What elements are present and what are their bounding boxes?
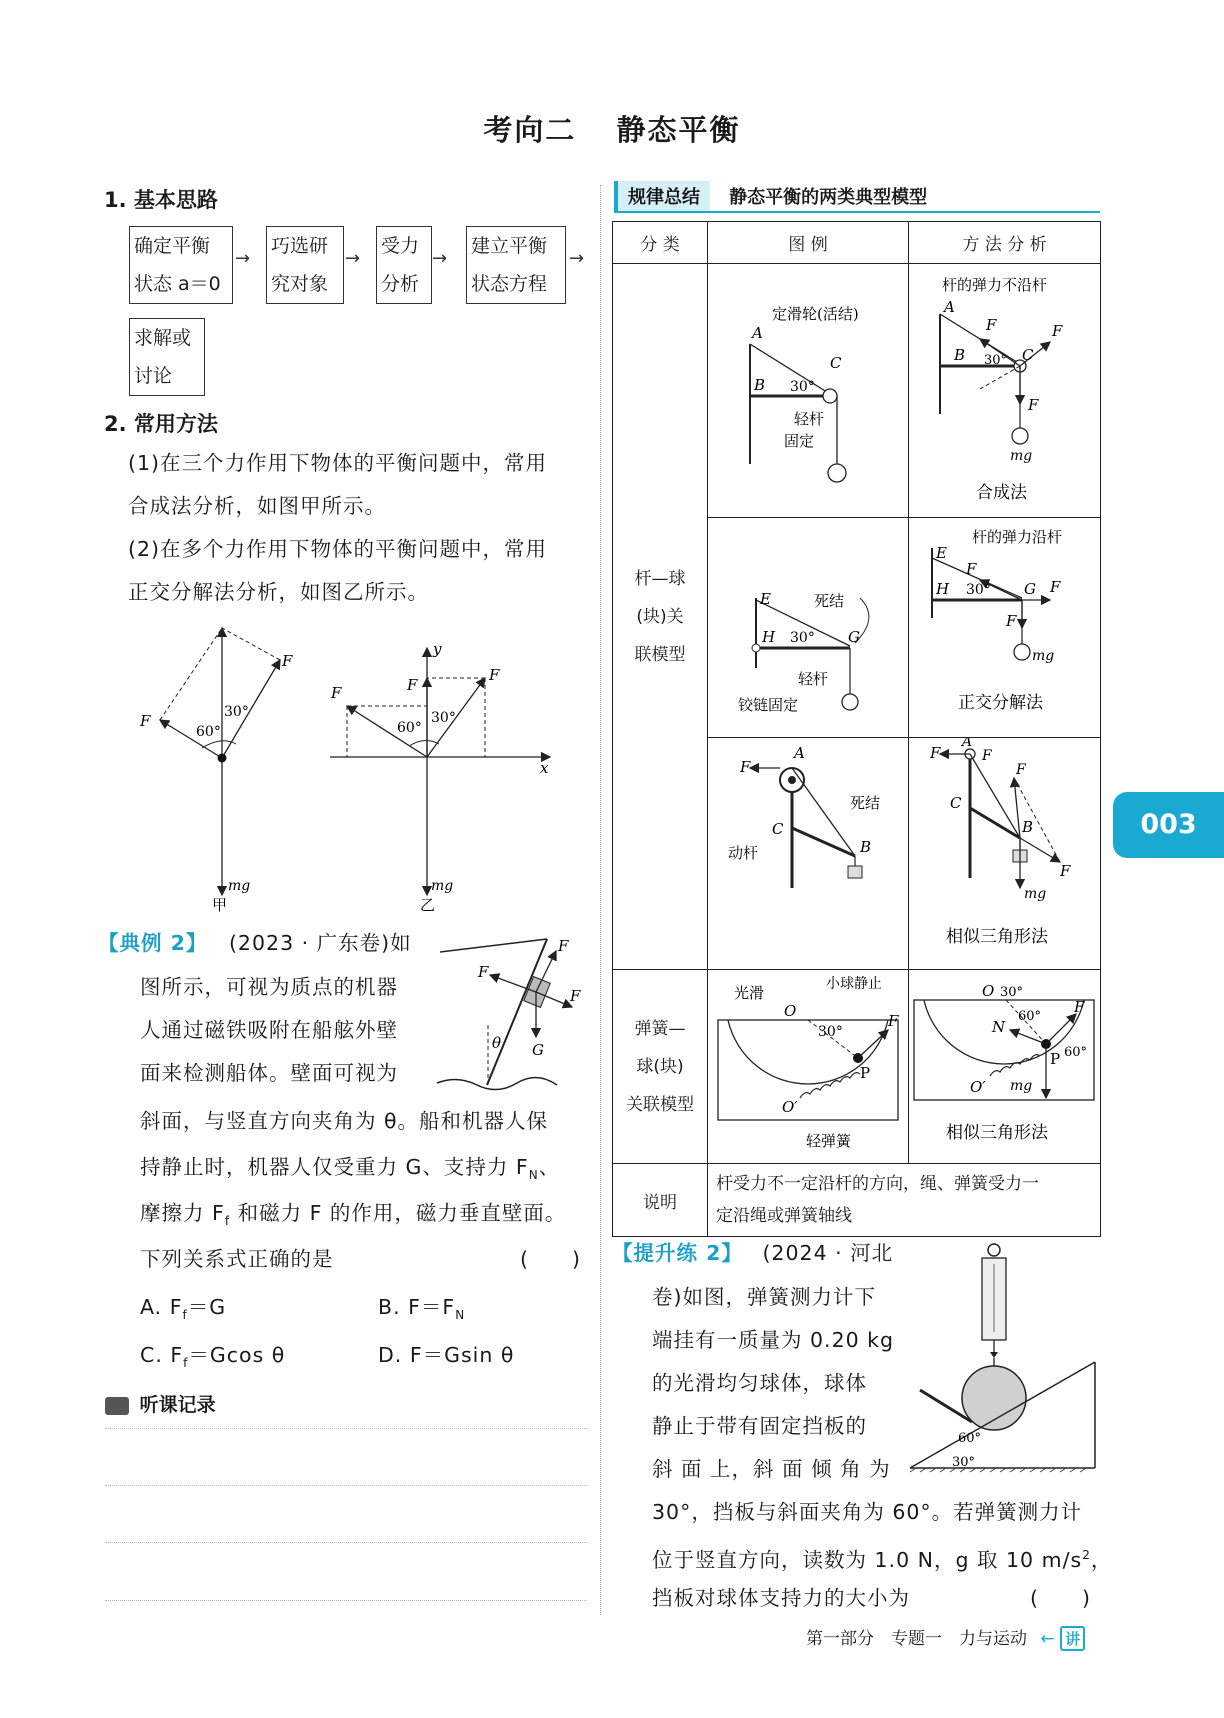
lecture-search-icon bbox=[1060, 1626, 1085, 1651]
example-source: (2023 · 广东卷)如 bbox=[228, 931, 412, 955]
jia-mg-label: mg bbox=[228, 878, 251, 894]
label-O2: O′ bbox=[782, 1098, 798, 1116]
category-text: 联模型 bbox=[634, 644, 686, 665]
example-line: 斜面，与竖直方向夹角为 θ。船和机器人保 bbox=[140, 1109, 549, 1133]
label-G: G bbox=[848, 628, 860, 646]
label-FN: F bbox=[1049, 578, 1060, 596]
label-Fhe: F bbox=[1015, 762, 1026, 778]
method-1-line-1: (1)在三个力作用下物体的平衡问题中，常用 bbox=[128, 451, 548, 475]
flow-box-4 bbox=[466, 226, 566, 304]
label-FAB: F bbox=[981, 748, 992, 764]
label-E: E bbox=[760, 590, 771, 608]
practice-60-label: 60° bbox=[958, 1431, 982, 1446]
angle-30: 30° bbox=[818, 1024, 843, 1040]
label-mg: mg bbox=[1009, 1078, 1032, 1094]
category-spring bbox=[613, 970, 708, 1164]
label-O: O bbox=[784, 1002, 797, 1020]
practice-answer-paren: ( ) bbox=[1030, 1586, 1091, 1610]
page-number-badge: 003 bbox=[1113, 792, 1224, 858]
label-FN: F bbox=[1059, 862, 1070, 880]
table-header: 图 例 bbox=[708, 222, 909, 264]
angle-60b: 60° bbox=[1063, 1045, 1087, 1060]
example-line bbox=[140, 1192, 566, 1243]
diagram-knot bbox=[710, 518, 906, 732]
category-rod bbox=[613, 264, 708, 970]
method-2-line-1: (2)在多个力作用下物体的平衡问题中，常用 bbox=[128, 537, 548, 561]
pulley-label: 定滑轮(活结) bbox=[772, 305, 859, 323]
option-sub: N bbox=[455, 1308, 466, 1323]
method-similar bbox=[910, 738, 1100, 964]
flow-text: 巧选研 bbox=[271, 235, 329, 257]
example-line: 人通过磁铁吸附在船舷外壁 bbox=[140, 1018, 398, 1042]
example-line: 面来检测船体。壁面可视为 bbox=[140, 1061, 398, 1085]
notes-label: 听课记录 bbox=[139, 1394, 216, 1416]
example-text: 持静止时，机器人仅受重力 G、支持力 F bbox=[140, 1155, 529, 1179]
flow-text: 确定平衡 bbox=[134, 235, 211, 257]
label-A: A bbox=[794, 744, 805, 762]
option-text: B. F＝F bbox=[378, 1295, 456, 1319]
label-B: B bbox=[1021, 818, 1033, 836]
knot-label: 死结 bbox=[814, 592, 845, 610]
table-header: 分 类 bbox=[613, 222, 708, 264]
label-B: B bbox=[860, 838, 872, 856]
flow-text: 受力 bbox=[381, 235, 420, 257]
label-O: O bbox=[981, 982, 994, 1000]
method-top-note: 杆的弹力沿杆 bbox=[971, 528, 1062, 546]
label-A: A bbox=[752, 324, 763, 342]
label-FN: F bbox=[1051, 322, 1062, 340]
spring-label: 轻弹簧 bbox=[806, 1132, 852, 1150]
category-text: 关联模型 bbox=[626, 1094, 694, 1115]
yi-30-label: 30° bbox=[431, 710, 456, 726]
option-text: A. F bbox=[140, 1295, 183, 1319]
method-cell bbox=[909, 518, 1101, 738]
option-sub: f bbox=[183, 1356, 189, 1371]
yi-x-label: x bbox=[540, 759, 549, 777]
practice-tag: 【提升练 2】 bbox=[612, 1241, 743, 1265]
flow-arrow: → bbox=[432, 248, 448, 269]
label-F: F bbox=[740, 758, 751, 776]
note-line bbox=[105, 1542, 587, 1543]
label-C: C bbox=[949, 794, 961, 812]
example-answer-paren: ( ) bbox=[520, 1247, 581, 1271]
example-figure bbox=[432, 925, 592, 1100]
practice-line: 端挂有一质量为 0.20 kg bbox=[652, 1328, 895, 1352]
method-name: 相似三角形法 bbox=[945, 1123, 1048, 1143]
category-text: 杆—球 bbox=[634, 568, 686, 589]
fixed-label: 固定 bbox=[784, 432, 815, 450]
rules-tag: 规律总结 bbox=[614, 181, 710, 211]
practice-sup: 2 bbox=[1082, 1548, 1091, 1562]
note-line bbox=[105, 1485, 587, 1486]
note-text: 定沿绳或弹簧轴线 bbox=[716, 1206, 852, 1226]
option-text: C. F bbox=[140, 1343, 184, 1367]
note-line bbox=[105, 1428, 587, 1429]
knot-label: 死结 bbox=[850, 794, 881, 812]
option-b bbox=[378, 1286, 465, 1337]
option-d: D. F＝Gsin θ bbox=[378, 1343, 515, 1367]
label-H: H bbox=[762, 628, 776, 646]
label-E: E bbox=[935, 544, 947, 562]
example-FN-label: F bbox=[570, 987, 581, 1005]
diagram-cell bbox=[708, 738, 909, 970]
practice-line: 挡板对球体支持力的大小为 bbox=[652, 1586, 910, 1610]
notes-header bbox=[105, 1390, 216, 1417]
label-F: F bbox=[929, 744, 940, 762]
rod-label: 轻杆 bbox=[798, 670, 829, 688]
practice-line: 30°，挡板与斜面夹角为 60°。若弹簧测力计 bbox=[652, 1500, 1083, 1524]
diagram-cell bbox=[708, 518, 909, 738]
jia-60-label: 60° bbox=[196, 724, 221, 740]
jia-30-label: 30° bbox=[224, 704, 249, 720]
practice-figure bbox=[900, 1242, 1105, 1482]
note-text: 杆受力不一定沿杆的方向，绳、弹簧受力一 bbox=[716, 1174, 1039, 1194]
example-text: 摩擦力 F bbox=[140, 1201, 225, 1225]
category-text: 球(块) bbox=[636, 1056, 684, 1077]
label-N: N bbox=[991, 1018, 1005, 1036]
label-FAC: F bbox=[985, 316, 996, 334]
practice-line: 卷)如图，弹簧测力计下 bbox=[652, 1285, 876, 1309]
flow-arrow: → bbox=[235, 248, 251, 269]
flow-text: 建立平衡 bbox=[471, 235, 548, 257]
option-sub: f bbox=[182, 1308, 188, 1323]
label-G: G bbox=[1023, 580, 1036, 598]
flow-box-1 bbox=[129, 226, 233, 304]
yi-F1-label: F bbox=[489, 666, 500, 684]
yi-caption: 乙 bbox=[420, 896, 436, 914]
footer-icon-text: 讲 bbox=[1065, 1630, 1081, 1648]
flow-text: 状态 a＝0 bbox=[134, 273, 221, 295]
note-text-cell bbox=[708, 1164, 1101, 1237]
label-FEG: F bbox=[965, 560, 976, 578]
label-F: F bbox=[1027, 396, 1038, 414]
method-synthesis bbox=[910, 264, 1100, 512]
label-H: H bbox=[935, 580, 949, 598]
diagram-pulley bbox=[710, 264, 906, 512]
footer-text: 第一部分 专题一 力与运动 bbox=[806, 1629, 1027, 1649]
flow-box-5 bbox=[129, 318, 205, 396]
method-2-line-2: 正交分解法分析，如图乙所示。 bbox=[128, 580, 429, 604]
label-A: A bbox=[961, 738, 972, 750]
diagram-moving-rod bbox=[710, 738, 906, 964]
method-name: 相似三角形法 bbox=[945, 927, 1048, 947]
category-text: (块)关 bbox=[636, 606, 684, 627]
flow-text: 状态方程 bbox=[471, 273, 548, 295]
practice-line bbox=[652, 1534, 1112, 1582]
figure-yi bbox=[325, 640, 560, 920]
note-line bbox=[105, 1600, 587, 1601]
practice-line: 静止于带有固定挡板的 bbox=[652, 1414, 867, 1438]
yi-F2-label: F bbox=[331, 684, 342, 702]
footer bbox=[806, 1624, 1085, 1651]
label-B: B bbox=[953, 346, 965, 364]
option-text: ＝G bbox=[187, 1295, 227, 1319]
example-F-label: F bbox=[478, 963, 489, 981]
angle-30: 30° bbox=[965, 582, 991, 598]
figure-jia bbox=[120, 620, 320, 920]
label-P: P bbox=[860, 1064, 871, 1082]
flow-arrow: → bbox=[345, 248, 361, 269]
label-C: C bbox=[772, 820, 784, 838]
rod-label: 轻杆 bbox=[794, 410, 825, 428]
example-sub: f bbox=[224, 1214, 231, 1229]
rest-label: 小球静止 bbox=[826, 976, 882, 992]
flow-text: 分析 bbox=[381, 273, 420, 295]
example-text: 和磁力 F 的作用，磁力垂直壁面。 bbox=[230, 1201, 567, 1225]
yi-60-label: 60° bbox=[397, 720, 422, 736]
flow-box-3 bbox=[376, 226, 432, 304]
rules-header bbox=[614, 181, 1100, 213]
method-cell bbox=[909, 970, 1101, 1164]
column-divider bbox=[600, 185, 601, 1615]
label-mg: mg bbox=[1031, 648, 1054, 664]
example-sub: N bbox=[528, 1168, 539, 1183]
example-Ff-label: F bbox=[558, 937, 569, 955]
flow-text: 讨论 bbox=[134, 365, 173, 387]
example-tag: 【典例 2】 bbox=[98, 931, 208, 955]
flow-text: 究对象 bbox=[271, 273, 329, 295]
diagram-spring-bowl bbox=[710, 970, 906, 1158]
jia-caption: 甲 bbox=[212, 896, 228, 914]
yi-mg-label: mg bbox=[431, 878, 454, 894]
practice-text: ， bbox=[1090, 1547, 1113, 1572]
yi-y-label: y bbox=[433, 640, 442, 658]
practice-source: (2024 · 河北 bbox=[762, 1241, 894, 1265]
pencil-note-icon bbox=[105, 1397, 129, 1415]
example-theta-label: θ bbox=[492, 1034, 502, 1052]
practice-line: 斜 面 上，斜 面 倾 角 为 bbox=[652, 1457, 891, 1481]
angle-30: 30° bbox=[790, 379, 815, 395]
label-mg: mg bbox=[1023, 886, 1046, 902]
method-orthogonal bbox=[910, 518, 1100, 732]
example-line: 下列关系式正确的是 bbox=[140, 1247, 334, 1271]
example-line bbox=[140, 1146, 560, 1197]
category-text: 弹簧— bbox=[634, 1018, 686, 1039]
angle-30: 30° bbox=[790, 630, 815, 646]
angle-30: 30° bbox=[983, 353, 1007, 368]
diagram-cell bbox=[708, 264, 909, 518]
method-top-note: 杆的弹力不沿杆 bbox=[941, 276, 1047, 294]
note-label-cell: 说明 bbox=[613, 1164, 708, 1237]
angle-30b: 30° bbox=[999, 985, 1023, 1000]
example-G-label: G bbox=[532, 1041, 544, 1059]
title-part-2: 静态平衡 bbox=[616, 113, 741, 147]
flow-arrow: → bbox=[569, 248, 585, 269]
label-F: F bbox=[1073, 998, 1084, 1016]
option-a bbox=[140, 1286, 226, 1337]
title-part-1: 考向二 bbox=[483, 113, 577, 147]
flow-box-2 bbox=[266, 226, 344, 304]
table-header: 方 法 分 析 bbox=[909, 222, 1101, 264]
rules-title: 静态平衡的两类典型模型 bbox=[729, 187, 928, 208]
label-B: B bbox=[754, 376, 766, 394]
diagram-cell bbox=[708, 970, 909, 1164]
method-name: 正交分解法 bbox=[957, 693, 1043, 713]
method-spring bbox=[910, 970, 1100, 1158]
basic-heading: 1. 基本思路 bbox=[104, 188, 218, 212]
section-title bbox=[0, 108, 1224, 149]
example-header bbox=[98, 922, 412, 965]
label-O2: O′ bbox=[969, 1078, 986, 1096]
label-P: P bbox=[1049, 1050, 1060, 1068]
option-text: ＝Gcos θ bbox=[188, 1343, 286, 1367]
example-line: 图所示，可视为质点的机器 bbox=[140, 975, 398, 999]
methods-heading: 2. 常用方法 bbox=[104, 412, 218, 436]
label-C: C bbox=[1021, 346, 1033, 364]
practice-text: 位于竖直方向，读数为 1.0 N，g 取 10 m/s bbox=[652, 1547, 1083, 1572]
moving-rod-label: 动杆 bbox=[728, 844, 759, 862]
practice-line: 的光滑均匀球体，球体 bbox=[652, 1371, 867, 1395]
flow-text: 求解或 bbox=[134, 327, 192, 349]
label-F: F bbox=[1005, 612, 1016, 630]
practice-30-label: 30° bbox=[952, 1455, 976, 1470]
option-c bbox=[140, 1334, 285, 1385]
label-C: C bbox=[830, 354, 842, 372]
label-F: F bbox=[888, 1012, 899, 1030]
smooth-label: 光滑 bbox=[734, 984, 765, 1002]
jia-F1-label: F bbox=[282, 652, 293, 670]
jia-F2-label: F bbox=[140, 712, 151, 730]
hinge-label: 铰链固定 bbox=[738, 696, 799, 714]
method-name: 合成法 bbox=[975, 483, 1027, 503]
arrow-left-icon: ← bbox=[1040, 1629, 1055, 1649]
label-mg: mg bbox=[1009, 448, 1032, 464]
practice-header bbox=[612, 1232, 893, 1275]
label-A: A bbox=[943, 298, 955, 316]
yi-F3-label: F bbox=[407, 676, 418, 694]
example-text: 、 bbox=[538, 1155, 561, 1179]
method-cell bbox=[909, 738, 1101, 970]
method-cell bbox=[909, 264, 1101, 518]
angle-60: 60° bbox=[1017, 1009, 1041, 1024]
method-1-line-2: 合成法分析，如图甲所示。 bbox=[128, 494, 386, 518]
summary-table bbox=[612, 221, 1101, 1237]
